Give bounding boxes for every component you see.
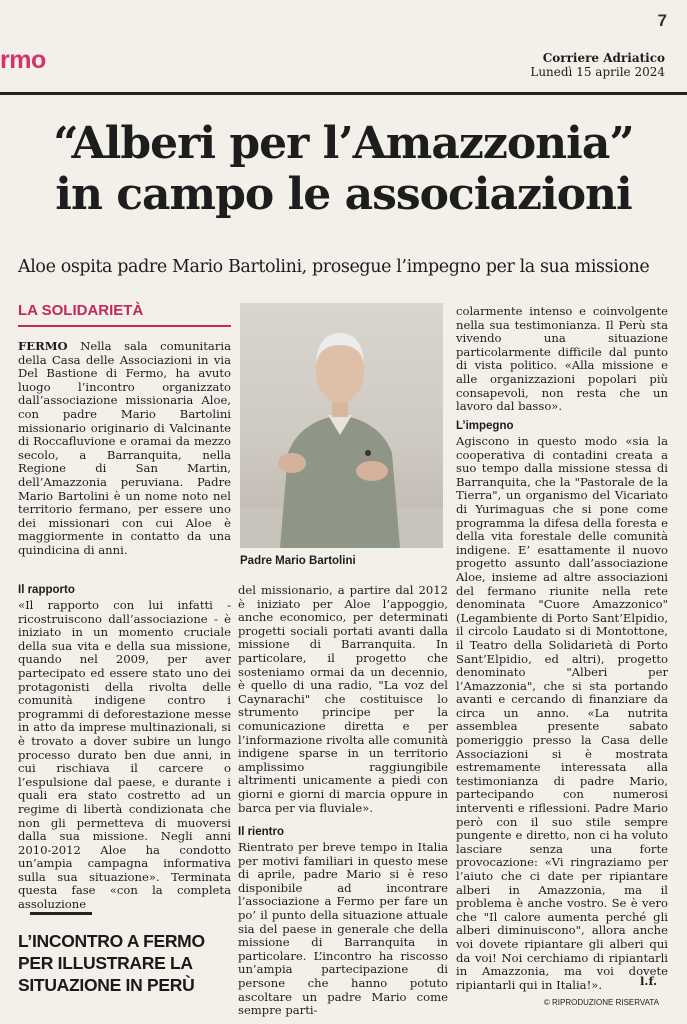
priest-illustration xyxy=(240,303,443,548)
page-number: 7 xyxy=(657,11,667,30)
kicker-rule xyxy=(18,325,231,327)
pullquote-rule xyxy=(30,912,92,915)
column-2-text: del missionario, a partire dal 2012 è iniziato per Aloe l’appoggio, anche economico, per determinati progetti sociali portati avanti dalla missione di Barranquita. In particolare, il progetto che sosteniamo ormai da un decennio, è quello di una radio, "La voz del Caynarachi" che costituisce lo strumento principe per la comunicazione diretta e per l’informazione rivolta alle comunità indigene sparse in un territorio amplissimo raggiungibile altrimenti unicamente a piedi con giorni e giorni di marcia oppure in barca per via fluviale». xyxy=(238,583,448,815)
portrait-photo xyxy=(240,303,443,548)
column-2-body-2 xyxy=(238,841,448,1018)
headline-line-1: “Alberi per l’Amazzonia” xyxy=(53,118,634,169)
column-2-body xyxy=(238,584,448,815)
heading-rapporto: Il rapporto xyxy=(18,584,75,596)
column-3-body-2 xyxy=(456,435,668,992)
column-3-text: colarmente intenso e coinvolgente nella sua testimonianza. Il Perù sta vivendo una situazione particolarmente difficile dal punto di vista politico. «Alla missione e alle organizzazioni popolari più consapevoli, non resta che un lavoro dal basso». xyxy=(456,304,668,414)
heading-impegno: L’impegno xyxy=(456,420,514,432)
photo-caption: Padre Mario Bartolini xyxy=(240,555,356,567)
heading-rientro: Il rientro xyxy=(238,826,285,838)
pullquote: L’INCONTRO A FERMO PER ILLUSTRARE LA SITUAZIONE IN PERÙ xyxy=(18,931,205,995)
intro-text: Nella sala comunitaria della Casa delle Associazioni in via Del Bastione di Fermo, ha avuto luogo l’incontro organizzato dall’associazione missionaria Aloe, con padre Mario Bartolini missionario originario di Valcinante di Roccafluvione e oramai da mezzo secolo, a Barranquita, nella Regione di San Martin, dell’Amazzonia peruviana. Padre Mario Bartolini è un nome noto nel territorio fermano, per essere uno dei missionari con cui Aloe è maggiormente in contatto da una quindicina di anni. xyxy=(18,339,231,557)
dateline: FERMO xyxy=(18,339,68,353)
rientro-text: Rientrato per breve tempo in Italia per motivi familiari in questo mese di aprile, padre Mario si è reso disponibile ad incontrare l’associazione a Fermo per fare un po’ il punto della situazione attuale sia del paese in generale che della missione di Barranquita in particolare. L’incontro ha riscosso un’ampia partecipazione di persone che hanno potuto ascoltare un padre Mario come sempre parti- xyxy=(238,840,448,1018)
header-rule xyxy=(0,92,687,95)
column-1-intro xyxy=(18,340,231,558)
headline-line-2: in campo le associazioni xyxy=(55,169,632,220)
section-name: rmo xyxy=(0,46,46,74)
impegno-text: Agiscono in questo modo «sia la cooperativa di contadini creata a suo tempo dalla missione stessa di Barranquita, che la "Pastorale de la Tierra", un organismo del Vicariato di Yurimaguas che si pone come programma la difesa della foresta e della vita forestale delle comunità indigene. E’ esattamente il nuovo progetto assunto dall’associazione Aloe, insieme ad altre associazioni del fermano riunite nella rete denominata "Cuore Amazzonico" (Legambiente di Porto Sant’Elpidio, il circolo Laudato si di Montottone, il Teatro della Solidarietà di Porto Sant’Elpidio, ed altri), progetto denominato "Alberi per l’Amazzonia", che si sta portando avanti e cercando di finanziare da circa un anno. «La nutrita assemblea presente sabato pomeriggio presso la Casa delle Associazioni si è mostrata estremamente interessata alla testimonianza di padre Mario, partecipando con numerosi interventi e riflessioni. Padre Mario però con il suo stile sempre pungente e diretto, non ci ha voluto lasciare senza una forte provocazione: «Vi ringraziamo per l’aiuto che ci date per ripiantare alberi in Amazzonia, ma il problema è anche vostro. Se è vero che "Il calore aumenta perché gli alberi diminuiscono", allora anche voi dovete ripiantare gli alberi qui da voi! Noi cerchiamo di ripiantarli in Amazzonia, ma voi dovete ripiantarli qui in Italia!». xyxy=(456,434,668,992)
subheadline: Aloe ospita padre Mario Bartolini, prosegue l’impegno per la sua missione xyxy=(18,257,650,277)
author-signature: l.f. xyxy=(640,974,658,988)
kicker-label: LA SOLIDARIETÀ xyxy=(18,302,144,319)
copyright-note: © RIPRODUZIONE RISERVATA xyxy=(543,998,659,1007)
column-1-body xyxy=(18,599,231,912)
rapporto-text: «Il rapporto con lui infatti - ricostruiscono dall’associazione - è iniziato in un momento cruciale della sua vita e della sua missione, quando nel 2009, per aver partecipato ed essere stato uno dei protagonisti della rivolta delle comunità indigene contro i programmi di deforestazione messe in atto da imprese multinazionali, si è trovato a dover subire un lungo processo durato ben due anni, in cui rischiava il carcere o l’espulsione dal paese, e durante i quali era stato costretto ad un regime di libertà condizionata che non gli permetteva di muoversi dalla sua missione. Negli anni 2010-2012 Aloe ha condotto un’ampia campagna informativa sulla sua situazione». Terminata questa fase «con la completa assoluzione xyxy=(18,598,231,912)
publication-date: Lunedì 15 aprile 2024 xyxy=(530,65,665,79)
column-3-body xyxy=(456,305,668,414)
publication-name: Corriere Adriatico xyxy=(542,51,665,65)
